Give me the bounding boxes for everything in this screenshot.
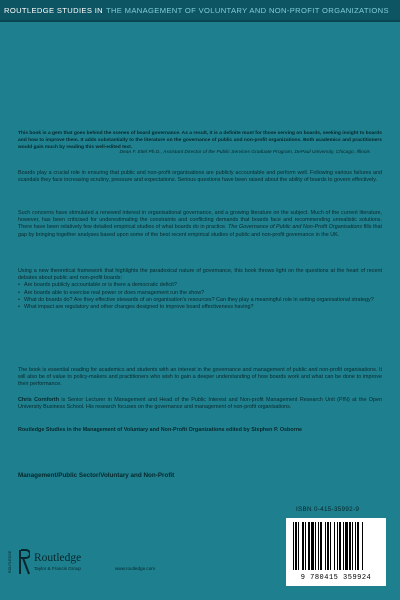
question-item: • Are boards publicly accountable or is there a democratic deficit? <box>18 282 382 289</box>
barcode-bar <box>320 522 322 570</box>
question-item: • What impact are regulatory and other changes designed to improve board effectiveness having? <box>18 304 382 311</box>
paragraph-intro: Boards play a crucial role in ensuring that public and non-profit organisations are publicly accountable and perform well. Following various failures and scandals they face increasing scrutiny, pressure and expectations. Serious questions have been raised about the ability of boards to govern effectively. <box>18 170 382 184</box>
barcode-bar <box>295 522 297 570</box>
barcode-bar <box>357 522 359 570</box>
barcode-bar <box>330 522 331 570</box>
publisher-group: Taylor & Francis Group <box>34 566 81 571</box>
barcode-bar <box>343 522 344 570</box>
barcode-bar <box>345 522 348 570</box>
isbn-label: ISBN 0-415-35992-9 <box>296 506 360 513</box>
series-title: THE MANAGEMENT OF VOLUNTARY AND NON-PROFIT ORGANIZATIONS <box>105 5 389 15</box>
paragraph-audience: The book is essential reading for academics and students with an interest in the governance and management of public and non-profit organisations. It will also be of value to policy-makers and practitioners who wish to gain a deeper understanding of how boards work and what can be done to improve their performance. <box>18 367 382 388</box>
barcode-bar <box>339 522 341 570</box>
paragraph-literature-text: Such concerns have stimulated a renewed interest in organisational governance, and a growing literature on the subject. Much of the current literature, however, has been criticised for underestimating the constraints and conflicting demands that boards face and recommending unrealistic solutions. There have been relatively few detailed empirical studies of what boards do in practice. <box>18 210 382 231</box>
author-name: Chris Cornforth <box>18 397 59 403</box>
barcode-bars <box>291 522 381 572</box>
barcode-bar <box>318 522 319 570</box>
barcode-bar <box>362 522 363 570</box>
endorsement-attribution: Dean F. Eitel Ph.D., Assistant Director of the Public Services Graduate Program, DePaul University, Chicago, Illinois <box>119 150 370 155</box>
questions-list <box>18 282 382 311</box>
series-banner <box>0 0 400 20</box>
barcode-bar <box>293 522 294 570</box>
barcode-bar <box>334 522 335 570</box>
framework-intro: Using a new theoretical framework that highlights the paradoxical nature of governance, this book throws light on the questions at the heart of recent debates about public and non-profit boards: <box>18 268 382 282</box>
author-bio: is Senior Lecturer in Management and Head of the Public Interest and Non-profit Management Research Unit (PIN) at the Open University Business School. His research focuses on the governance and management of non-profit organisations. <box>18 397 382 411</box>
routledge-logo-icon <box>18 548 30 576</box>
barcode-bar <box>349 522 351 570</box>
series-prefix: ROUTLEDGE STUDIES IN <box>4 5 103 15</box>
barcode-bar <box>302 522 304 570</box>
question-item: • What do boards do? Are they effective stewards of an organisation's resources? Can they play a meaningful role in setting organisational strategy? <box>18 297 382 304</box>
barcode-bar <box>327 522 329 570</box>
cover-panel <box>0 22 400 112</box>
barcode-bar <box>305 522 306 570</box>
barcode-digits: 9 780415 359924 <box>300 574 372 582</box>
barcode-bar <box>308 522 310 570</box>
paragraph-framework <box>18 268 382 311</box>
barcode-bar <box>337 522 338 570</box>
question-item: • Are boards able to exercise real power or does management run the show? <box>18 290 382 297</box>
barcode-bar <box>355 522 356 570</box>
paragraph-literature <box>18 210 382 239</box>
barcode-bar <box>352 522 353 570</box>
barcode-bar <box>325 522 326 570</box>
series-editor-note: Routledge Studies in the Management of Voluntary and Non-Profit Organizations edited by Stephen P. Osborne <box>18 427 303 433</box>
publisher-vertical-mark: ROUTLEDGE <box>8 550 12 574</box>
book-title-reference: The Governance of Public and Non-Profit Organisations <box>228 224 363 231</box>
paragraph-author <box>18 397 382 411</box>
barcode-bar <box>315 522 316 570</box>
paragraph-literature-tail: fills that gap by bringing together analyses based upon some of the best recent empirical studies of public and non-profit governance in the UK. <box>18 224 382 238</box>
subject-category: Management/Public Sector/Voluntary and Non-Profit <box>18 472 175 479</box>
publisher-url: www.routledge.com <box>115 566 156 571</box>
publisher-name: Routledge <box>34 552 82 564</box>
barcode <box>286 518 386 586</box>
endorsement-quote: This book is a gem that goes behind the scenes of board governance. As a result, it is a definite must for those serving on boards, seeking insight to boards and how to improve them. It adds substantially to the literature on the governance of public and non-profit organizations. Both academics and practitioners would gain much by reading this well-edited text. <box>18 131 382 150</box>
barcode-bar <box>311 522 314 570</box>
barcode-bar <box>298 522 299 570</box>
